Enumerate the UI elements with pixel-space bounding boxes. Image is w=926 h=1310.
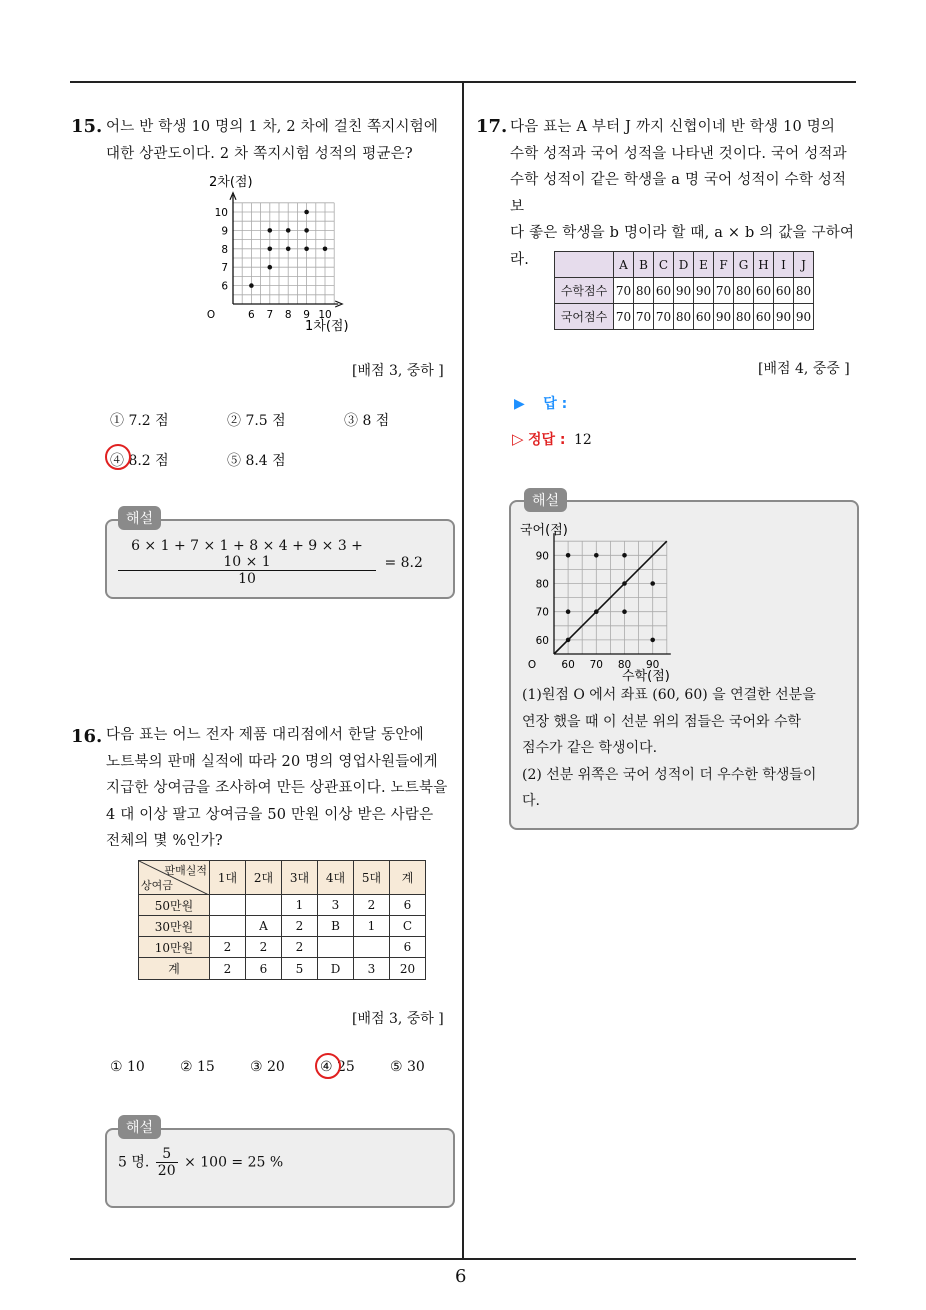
x-tick-label: 70 [589,659,603,671]
y-tick-label: 7 [221,262,228,275]
data-point [566,553,571,558]
table-cell: 2 [246,937,282,958]
y-axis-label: 국어(점) [520,523,568,538]
q16-solution-tag: 해설 [118,1115,161,1139]
data-point [622,609,627,614]
table-cell: 1 [354,916,390,937]
table-cell: 60 [754,304,774,330]
table-header: A [614,252,634,278]
table-cell [246,895,282,916]
q17-score-table [554,251,814,330]
q17-solution-text [522,682,848,815]
table-cell: 60 [654,278,674,304]
q15-solution [118,538,423,587]
table-row-label: 계 [139,958,210,980]
x-axis-label: 1차(점) [305,319,349,334]
q16-line: 지급한 상여금을 조사하여 만든 상관표이다. 노트북을 [106,780,448,796]
q16-correlation-table [138,860,426,980]
y-tick-label: 80 [535,578,549,591]
q16-solution-fraction [156,1146,178,1179]
table-cell: 70 [714,278,734,304]
table-cell: 90 [674,278,694,304]
y-tick-label: 70 [535,606,549,619]
q15-denominator: 10 [238,571,256,587]
y-tick-label: 10 [214,207,228,219]
q15-choice-1[interactable]: ① 7.2 점 [110,413,169,429]
table-cell: 90 [694,278,714,304]
x-tick-label: 90 [646,659,660,671]
table-header: 1대 [210,861,246,895]
table-cell: 6 [390,895,426,916]
q15-choice-5[interactable]: ⑤ 8.4 점 [227,453,286,469]
correct-answer-row [512,429,592,449]
table-cell: C [390,916,426,937]
q15-selected-mark [105,444,131,470]
table-row-label: 10만원 [139,937,210,958]
x-tick-label: 60 [561,659,575,671]
table-cell: 6 [390,937,426,958]
table-cell: D [318,958,354,980]
x-tick-label: 6 [248,309,255,321]
table-cell: 6 [246,958,282,980]
table-cell: 80 [634,278,654,304]
data-point [323,247,328,252]
x-tick-label: 9 [303,309,310,321]
q17-score: [배점 4, 중중 ] [758,361,850,377]
q17-line: 다 좋은 학생을 b 명이라 할 때, a × b 의 값을 구하여라. [510,225,855,268]
q17-solution-tag: 해설 [524,488,567,512]
data-point [304,210,309,215]
data-point [622,553,627,558]
table-cell: B [318,916,354,937]
table-row-label: 국어점수 [555,304,614,330]
x-tick-label: 7 [266,309,274,321]
y-tick-label: 9 [221,225,228,238]
x-axis-label: 수학(점) [622,669,670,684]
q15-choice-3[interactable]: ③ 8 점 [344,413,390,429]
q17-solution-line: 점수가 같은 학생이다. [522,740,658,756]
q17-solution-line: (1)원점 O 에서 좌표 (60, 60) 을 연결한 선분을 [522,687,816,703]
table-header: G [734,252,754,278]
q17-line: 다음 표는 A 부터 J 까지 신협이네 반 학생 10 명의 [510,119,836,135]
data-point [249,283,254,288]
table-header: H [754,252,774,278]
table-cell [354,937,390,958]
q15-solution-fraction [118,538,376,587]
q15-choice-2[interactable]: ② 7.5 점 [227,413,286,429]
table-cell: 90 [714,304,734,330]
table-cell: 2 [210,958,246,980]
q15-number: 15. [71,116,103,137]
table-cell [210,916,246,937]
table-cell: 70 [614,278,634,304]
data-point [566,638,571,643]
q16-denominator: 20 [157,1163,176,1179]
q16-choice-4[interactable]: ④ 25 [320,1059,355,1075]
table-cell: A [246,916,282,937]
q16-score: [배점 3, 중하 ] [352,1011,444,1027]
q16-line: 다음 표는 어느 전자 제품 대리점에서 한달 동안에 [106,727,424,743]
table-cell: 2 [210,937,246,958]
q16-numerator: 5 [156,1146,178,1163]
x-tick-label: 8 [284,309,292,321]
table-header: I [774,252,794,278]
table-corner [139,861,210,895]
q17-line: 수학 성적과 국어 성적을 나타낸 것이다. 국어 성적과 [510,145,847,162]
data-point [268,228,273,233]
page-number: 6 [455,1266,467,1287]
answer-row [514,393,567,413]
q15-numerator: 6 × 1 + 7 × 1 + 8 × 4 + 9 × 3 + 10 × 1 [118,538,376,571]
corner-bottom-label: 상여금 [141,879,173,892]
table-cell: 2 [282,937,318,958]
data-point [650,638,655,643]
table-cell: 70 [654,304,674,330]
y-tick-label: 6 [221,280,228,293]
data-point [650,581,655,586]
table-cell: 80 [734,278,754,304]
q16-choice-5[interactable]: ⑤ 30 [390,1059,425,1075]
table-header: 4대 [318,861,354,895]
x-tick-label: 10 [318,309,332,321]
bottom-rule [70,1258,856,1260]
table-header: 2대 [246,861,282,895]
q16-solution-rest: × 100 = 25 % [184,1154,284,1171]
data-point [268,265,273,270]
table-cell: 60 [754,278,774,304]
q15-question [106,114,456,167]
table-header: B [634,252,654,278]
table-cell: 80 [794,278,814,304]
answer-label: 답 : [543,396,568,412]
table-cell: 3 [354,958,390,980]
table-header: E [694,252,714,278]
answer-arrow-icon: ▶ [514,396,525,412]
q16-number: 16. [71,726,103,747]
correct-label: 정답 : [528,432,566,448]
q16-line: 전체의 몇 %인가? [106,833,223,849]
q16-solution [118,1146,283,1179]
q17-solution-line: 연장 했을 때 이 선분 위의 점들은 국어와 수학 [522,713,802,730]
corner-top-label: 판매실적 [164,864,207,877]
q15-line: 대한 상관도이다. 2 차 쪽지시험 성적의 평균은? [106,145,413,162]
table-cell: 70 [614,304,634,330]
table-cell: 2 [354,895,390,916]
y-tick-label: 60 [535,634,549,647]
data-point [286,247,291,252]
y-axis-label: 2차(점) [209,175,253,190]
q15-line: 어느 반 학생 10 명의 1 차, 2 차에 걸친 쪽지시험에 [106,119,439,135]
q15-solution-tag: 해설 [118,506,161,530]
origin-label: O [206,309,216,321]
table-header: 계 [390,861,426,895]
correct-value: 12 [573,432,592,448]
table-cell: 2 [282,916,318,937]
table-header: 3대 [282,861,318,895]
q16-choice-2[interactable]: ② 15 [180,1059,215,1075]
q17-line: 수학 성적이 같은 학생을 a 명 국어 성적이 수학 성적보 [510,172,847,215]
q15-choice-4[interactable]: ④ 8.2 점 [110,453,169,469]
origin-label: O [527,659,537,671]
table-cell: 70 [634,304,654,330]
column-divider [462,83,464,1259]
data-point [594,553,599,558]
q17-question [510,114,860,273]
q17-solution-line: (2) 선분 위쪽은 국어 성적이 더 우수한 학생들이 [522,766,817,783]
table-cell: 60 [774,278,794,304]
table-cell [210,895,246,916]
y-tick-label: 90 [535,550,549,563]
q17-solution-line: 다. [522,793,540,809]
q15-score: [배점 3, 중하 ] [352,363,444,379]
q17-scatter-chart [518,520,698,686]
table-cell: 90 [794,304,814,330]
table-row-label: 50만원 [139,895,210,916]
q16-solution-prefix: 5 명. [118,1154,150,1171]
table-cell: 3 [318,895,354,916]
table-cell: 5 [282,958,318,980]
table-row-label: 30만원 [139,916,210,937]
data-point [268,247,273,252]
table-cell [318,937,354,958]
table-corner [555,252,614,278]
data-point [622,581,627,586]
q16-selected-mark [315,1053,341,1079]
q16-line: 4 대 이상 팔고 상여금을 50 만원 이상 받은 사람은 [106,806,434,823]
q16-line: 노트북의 판매 실적에 따라 20 명의 영업사원들에게 [106,753,438,770]
table-header: 5대 [354,861,390,895]
table-cell: 60 [694,304,714,330]
table-header: D [674,252,694,278]
table-cell: 80 [674,304,694,330]
correct-arrow-icon: ▷ [512,430,524,448]
table-header: C [654,252,674,278]
x-tick-label: 80 [617,659,632,671]
table-cell: 90 [774,304,794,330]
data-point [594,609,599,614]
q16-choice-1[interactable]: ① 10 [110,1059,145,1075]
q16-choice-3[interactable]: ③ 20 [250,1059,285,1075]
q15-result: = 8.2 [384,554,423,571]
table-row-label: 수학점수 [555,278,614,304]
data-point [566,609,571,614]
table-cell: 80 [734,304,754,330]
table-header: F [714,252,734,278]
q17-number: 17. [476,116,508,137]
y-tick-label: 8 [221,243,228,256]
table-header: J [794,252,814,278]
q16-question [106,722,458,855]
q15-scatter-chart [205,170,365,338]
data-point [286,228,291,233]
table-cell: 20 [390,958,426,980]
table-cell: 1 [282,895,318,916]
data-point [304,247,309,252]
data-point [304,228,309,233]
